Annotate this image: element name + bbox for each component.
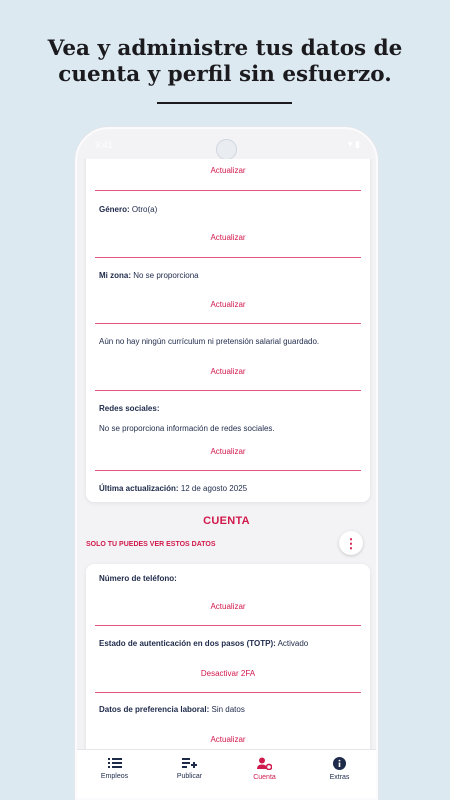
add-list-icon <box>182 757 197 769</box>
nav-label: Empleos <box>100 773 129 780</box>
user-gear-icon <box>257 757 272 770</box>
update-resume-button[interactable]: Actualizar <box>210 367 246 376</box>
divider <box>95 625 361 626</box>
phone-frame <box>75 127 378 800</box>
account-section-title: CUENTA <box>203 515 250 527</box>
account-scroll-view[interactable] <box>77 159 376 749</box>
status-time: 9:41 <box>95 140 113 150</box>
nav-cuenta[interactable] <box>227 750 302 800</box>
twofa-label: Estado de autenticación en dos pasos (TOTP): <box>99 639 276 648</box>
update-phone-button[interactable]: Actualizar <box>210 602 246 611</box>
social-label-row <box>99 404 159 413</box>
headline-line-2: cuenta y perfil sin esfuerzo. <box>58 62 392 87</box>
list-icon <box>108 757 122 769</box>
account-section-subtitle: SOLO TU PUEDES VER ESTOS DATOS <box>86 541 216 548</box>
more-options-button[interactable] <box>339 531 363 555</box>
job-pref-row <box>99 705 245 714</box>
gender-label: Género: <box>99 205 130 214</box>
update-job-pref-button[interactable]: Actualizar <box>210 735 246 744</box>
nav-publicar[interactable] <box>152 750 227 800</box>
nav-label: Extras <box>329 774 350 781</box>
disable-2fa-button[interactable]: Desactivar 2FA <box>200 669 256 678</box>
job-pref-value: Sin datos <box>211 705 245 714</box>
twofa-value: Activado <box>277 639 309 648</box>
zone-label: Mi zona: <box>99 271 131 280</box>
update-gender-button[interactable]: Actualizar <box>210 233 246 242</box>
gender-value: Otro(a) <box>131 205 158 214</box>
status-bar <box>77 129 376 159</box>
divider <box>95 390 361 391</box>
zone-row <box>99 271 199 280</box>
info-icon <box>333 757 346 770</box>
nav-label: Cuenta <box>253 774 276 781</box>
nav-label: Publicar <box>176 773 203 780</box>
divider <box>95 257 361 258</box>
divider <box>95 323 361 324</box>
gender-row <box>99 205 157 214</box>
nav-empleos[interactable] <box>77 750 152 800</box>
nav-extras[interactable] <box>302 750 377 800</box>
social-value: No se proporciona información de redes sociales. <box>99 424 275 433</box>
profile-card <box>86 159 370 502</box>
last-update-value: 12 de agosto 2025 <box>180 484 248 493</box>
account-card <box>86 564 370 749</box>
update-social-button[interactable]: Actualizar <box>210 447 246 456</box>
update-button-previous[interactable]: Actualizar <box>210 166 246 175</box>
twofa-row <box>99 639 308 648</box>
zone-value: No se proporciona <box>133 271 199 280</box>
phone-label: Número de teléfono: <box>99 574 177 583</box>
phone-row <box>99 574 177 583</box>
headline <box>0 36 450 88</box>
divider <box>95 470 361 471</box>
last-update-label: Última actualización: <box>99 484 179 493</box>
camera-icon <box>216 139 237 160</box>
kebab-icon: ⋮ <box>344 535 358 551</box>
divider <box>95 190 361 191</box>
update-zone-button[interactable]: Actualizar <box>210 300 246 309</box>
social-label: Redes sociales: <box>99 404 160 413</box>
headline-line-1: Vea y administre tus datos de <box>47 36 403 61</box>
divider <box>95 692 361 693</box>
bottom-navigation <box>77 749 376 800</box>
status-icons: ▾ ▮ <box>348 139 360 149</box>
resume-text: Aún no hay ningún currículum ni pretensión salarial guardado. <box>99 337 320 346</box>
job-pref-label: Datos de preferencia laboral: <box>99 705 210 714</box>
last-update-row <box>99 484 247 493</box>
headline-divider <box>157 102 292 104</box>
